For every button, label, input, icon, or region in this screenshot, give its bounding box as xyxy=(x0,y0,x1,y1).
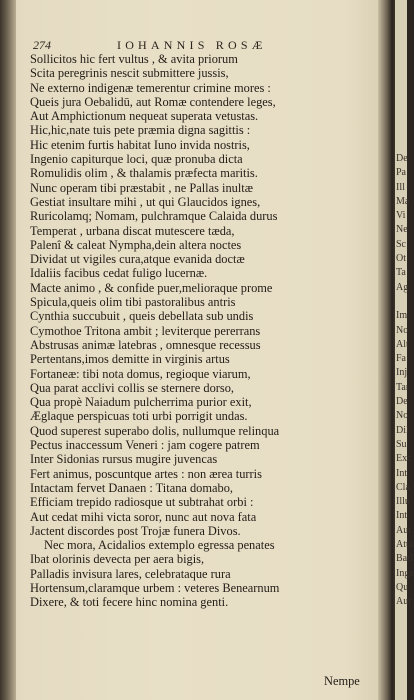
verse-line: Nunc operam tibi præstabit , ne Pallas inultæ xyxy=(30,180,254,195)
running-title: IOHANNIS ROSÆ xyxy=(117,38,267,52)
verse-line: Cynthia succubuit , queis debellata sub undis xyxy=(30,309,254,324)
verse-text xyxy=(30,52,380,610)
verse-line: Aut Amphictionum nequeat superata vetustas. xyxy=(30,109,259,124)
verse-line: Inter Sidonias rursus mugire juvencas xyxy=(30,452,218,467)
facing-fragment: Im xyxy=(396,310,408,322)
facing-fragment: Ma xyxy=(396,195,410,207)
facing-fragment: Qu xyxy=(396,581,409,593)
verse-line: Romulidis olim , & thalamis præfecta maritis. xyxy=(30,166,258,181)
verse-line: Pertentans,imos demitte in virginis artus xyxy=(30,352,230,367)
verse-line: Fortaneæ: tibi nota domus, regioque viarum, xyxy=(30,366,251,381)
verse-line: Quod superest superabo dolis, nullumque relinqua xyxy=(30,423,280,438)
facing-fragment: Aut xyxy=(396,596,411,608)
verse-line: Efficiam trepido radiosque ut subtrahat orbi : xyxy=(30,495,254,510)
verse-line: Ibat olorinis devecta per aera bigis, xyxy=(30,552,205,567)
facing-fragment: No xyxy=(396,324,409,336)
verse-line: Qua parat acclivi collis se sternere dorso, xyxy=(30,380,235,395)
verse-line: Idaliis facibus cedat fuligo lucernæ. xyxy=(30,266,208,281)
facing-fragment: Tar xyxy=(396,381,410,393)
verse-line: Palladis invisura lares, celebrataque rura xyxy=(30,566,231,581)
facing-fragment: Alt xyxy=(396,338,409,350)
facing-fragment: No xyxy=(396,410,409,422)
verse-line: Spicula,queis olim tibi pastoralibus antris xyxy=(30,295,236,310)
verse-line: Macte animo , & confide puer,melioraque prome xyxy=(30,280,273,295)
verse-line: Cymothoe Tritona ambit ; leviterque pererrans xyxy=(30,323,261,338)
facing-fragment xyxy=(396,295,414,309)
verse-line: Dividat ut vigiles cura,atque evanida doctæ xyxy=(30,252,245,267)
verse-line: Fert animus, poscuntque artes : non ærea turris xyxy=(30,466,262,481)
verse-line: Ingenio capiturque loci, quæ pronuba dicta xyxy=(30,152,243,167)
facing-fragment: Ot xyxy=(396,253,406,265)
facing-fragment: Inj xyxy=(396,367,408,379)
verse-line: Sollicitos hic fert vultus , & avita priorum xyxy=(30,52,238,66)
verse-line: Scita peregrinis nescit submittere jussis, xyxy=(30,66,229,81)
facing-fragment: Su xyxy=(396,438,407,450)
facing-fragment: Ag xyxy=(396,281,409,293)
verse-line: Queis jura Oebalidū, aut Romæ contendere leges, xyxy=(30,94,276,109)
facing-fragment: De xyxy=(396,153,408,164)
facing-fragment: Ne xyxy=(396,224,408,236)
verse-line: Ruricolamq; Nomam, pulchramque Calaida durus xyxy=(30,209,278,224)
verse-line: Qua propè Naiadum pulcherrima purior exit, xyxy=(30,395,252,410)
verse-line: Temperat , urbana discat mutescere tæda, xyxy=(30,223,235,238)
verse-line: Nec mora, Acidalios extemplo egressa penates xyxy=(44,538,275,553)
verse-line: Pectus inaccessum Veneri : jam cogere patrem xyxy=(30,438,260,453)
facing-fragment: De xyxy=(396,396,408,408)
facing-fragment: Aut xyxy=(396,524,411,536)
facing-fragment: Ill xyxy=(396,181,405,193)
facing-fragment: Illu xyxy=(396,496,410,508)
facing-fragment: Exc xyxy=(396,453,412,465)
verse-line: Dixere, & toti fecere hinc nomina genti. xyxy=(30,595,229,610)
verse-line: Intactam fervet Danaen : Titana domabo, xyxy=(30,480,234,495)
verse-line: Palenî & caleat Nympha,dein altera noctes xyxy=(30,237,242,252)
verse-line: Æglaque perspicuas toti urbi porrigit undas. xyxy=(30,409,248,424)
facing-fragment: Fa xyxy=(396,353,406,365)
facing-fragment: Int xyxy=(396,467,408,479)
page-left-edge xyxy=(0,0,16,700)
verse-line: Gestiat insultare mihi , ut qui Glaucidos ignes, xyxy=(30,194,261,209)
facing-fragment: Atta xyxy=(396,539,414,551)
facing-fragment: Barl xyxy=(396,553,414,565)
verse-line: Abstrusas animæ latebras , omnesque recessus xyxy=(30,337,261,352)
facing-fragment: Vi xyxy=(396,210,406,222)
facing-page-edge xyxy=(395,0,414,700)
verse-line: Aut cedat mihi victa soror, nunc aut nova fata xyxy=(30,509,257,524)
verse-line: Jactent discordes post Trojæ funera Divos. xyxy=(30,523,241,538)
verse-line: Hic etenim furtis habitat Iuno invida nostris, xyxy=(30,137,250,152)
facing-fragment: Cla xyxy=(396,481,410,493)
facing-fragment: Inge xyxy=(396,567,414,579)
verse-line: Hortensum,claramque urbem : veteres Benearnum xyxy=(30,580,280,595)
page-number: 274 xyxy=(33,38,51,52)
verse-line: Ne externo indigenæ temerentur crimine mores : xyxy=(30,80,271,95)
facing-fragment: Pa xyxy=(396,167,406,179)
facing-fragment: Dil xyxy=(396,424,409,436)
catchword: Nempe xyxy=(324,674,360,688)
facing-fragment: Sc xyxy=(396,238,406,250)
facing-page-fragments xyxy=(396,152,414,610)
facing-fragment: Ta xyxy=(396,267,406,279)
facing-fragment: Int xyxy=(396,510,408,522)
verse-line: Hic,hic,nate tuis pete præmia digna sagittis : xyxy=(30,123,251,138)
